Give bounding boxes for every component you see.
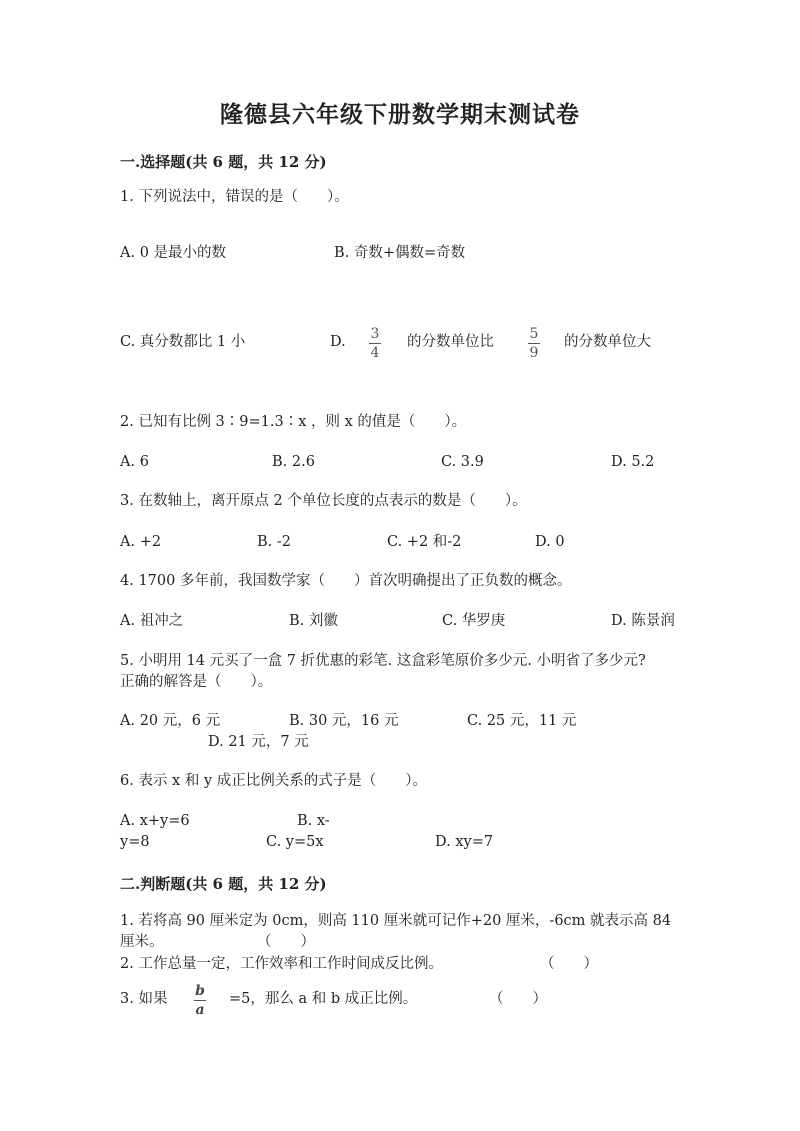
judgment-2-answer-blank: （ ） bbox=[540, 956, 598, 972]
fraction-numerator: 5 bbox=[529, 326, 539, 342]
section-heading-choice: 一.选择题(共 6 题，共 12 分) bbox=[120, 153, 327, 171]
question-4-stem: 4. 1700 多年前，我国数学家（ ）首次明确提出了正负数的概念。 bbox=[120, 573, 572, 589]
question-6-option-b-part-2: y=8 bbox=[120, 834, 150, 850]
question-3-option-a: A. +2 bbox=[120, 534, 162, 550]
question-1-option-d-suffix: 的分数单位大 bbox=[564, 334, 651, 350]
fraction-bar bbox=[369, 343, 381, 344]
fraction-bar bbox=[194, 1000, 206, 1001]
question-4-option-b: B. 刘徽 bbox=[289, 613, 338, 629]
page-title: 隆德县六年级下册数学期末测试卷 bbox=[220, 101, 580, 128]
question-5-option-c: C. 25 元，11 元 bbox=[467, 713, 577, 729]
judgment-2: 2. 工作总量一定，工作效率和工作时间成反比例。 bbox=[120, 956, 443, 972]
question-4-option-c: C. 华罗庚 bbox=[442, 613, 506, 629]
judgment-1-line-1: 1. 若将高 90 厘米定为 0cm，则高 110 厘米就可记作+20 厘米，-6cm 就表示高 84 bbox=[120, 913, 672, 929]
question-1-option-a: A. 0 是最小的数 bbox=[120, 245, 227, 261]
judgment-1-line-2: 厘米。 bbox=[120, 934, 164, 950]
question-4-option-d: D. 陈景润 bbox=[611, 613, 675, 629]
question-1-option-d-text: 的分数单位比 bbox=[407, 334, 494, 350]
question-6-option-d: D. xy=7 bbox=[435, 834, 494, 850]
question-5-option-d: D. 21 元，7 元 bbox=[208, 734, 309, 750]
question-5-stem-line-1: 5. 小明用 14 元买了一盒 7 折优惠的彩笔. 这盒彩笔原价多少元. 小明省了多少元? bbox=[120, 653, 646, 669]
fraction-three-fourths bbox=[369, 326, 381, 361]
fraction-b-over-a bbox=[194, 983, 206, 1018]
fraction-five-ninths bbox=[528, 326, 540, 361]
question-6-option-b-part-1: B. x- bbox=[297, 813, 330, 829]
section-heading-judgment: 二.判断题(共 6 题，共 12 分) bbox=[120, 875, 327, 893]
judgment-1-answer-blank: （ ） bbox=[257, 934, 315, 950]
fraction-bar bbox=[528, 343, 540, 344]
fraction-denominator: 4 bbox=[370, 345, 380, 361]
question-6-option-c: C. y=5x bbox=[266, 834, 324, 850]
question-3-option-d: D. 0 bbox=[535, 534, 565, 550]
fraction-denominator: 9 bbox=[529, 345, 539, 361]
question-6-stem: 6. 表示 x 和 y 成正比例关系的式子是（ ）。 bbox=[120, 773, 427, 789]
question-1-option-d-label: D. bbox=[330, 334, 346, 350]
question-2-option-d: D. 5.2 bbox=[611, 454, 655, 470]
judgment-3-text: =5，那么 a 和 b 成正比例。 bbox=[229, 991, 418, 1007]
question-5-option-b: B. 30 元，16 元 bbox=[289, 713, 399, 729]
question-1-option-c: C. 真分数都比 1 小 bbox=[120, 334, 246, 350]
question-3-option-b: B. -2 bbox=[257, 534, 291, 550]
question-2-option-c: C. 3.9 bbox=[441, 454, 484, 470]
fraction-numerator: 3 bbox=[370, 326, 380, 342]
question-4-option-a: A. 祖冲之 bbox=[120, 613, 184, 629]
question-5-option-a: A. 20 元，6 元 bbox=[120, 713, 221, 729]
question-3-option-c: C. +2 和-2 bbox=[387, 534, 462, 550]
question-2-stem: 2. 已知有比例 3∶9=1.3∶x ，则 x 的值是（ ）。 bbox=[120, 414, 467, 430]
question-5-stem-line-2: 正确的解答是（ ）。 bbox=[120, 674, 273, 690]
judgment-3-prefix: 3. 如果 bbox=[120, 991, 168, 1007]
question-1-option-b: B. 奇数+偶数=奇数 bbox=[334, 245, 466, 261]
question-3-stem: 3. 在数轴上，离开原点 2 个单位长度的点表示的数是（ ）。 bbox=[120, 493, 527, 509]
question-2-option-b: B. 2.6 bbox=[272, 454, 315, 470]
question-6-option-a: A. x+y=6 bbox=[120, 813, 190, 829]
fraction-numerator: b bbox=[195, 983, 205, 999]
question-1-stem: 1. 下列说法中，错误的是（ ）。 bbox=[120, 189, 349, 205]
judgment-3-answer-blank: （ ） bbox=[489, 991, 547, 1007]
question-2-option-a: A. 6 bbox=[120, 454, 149, 470]
fraction-denominator: a bbox=[195, 1002, 205, 1018]
